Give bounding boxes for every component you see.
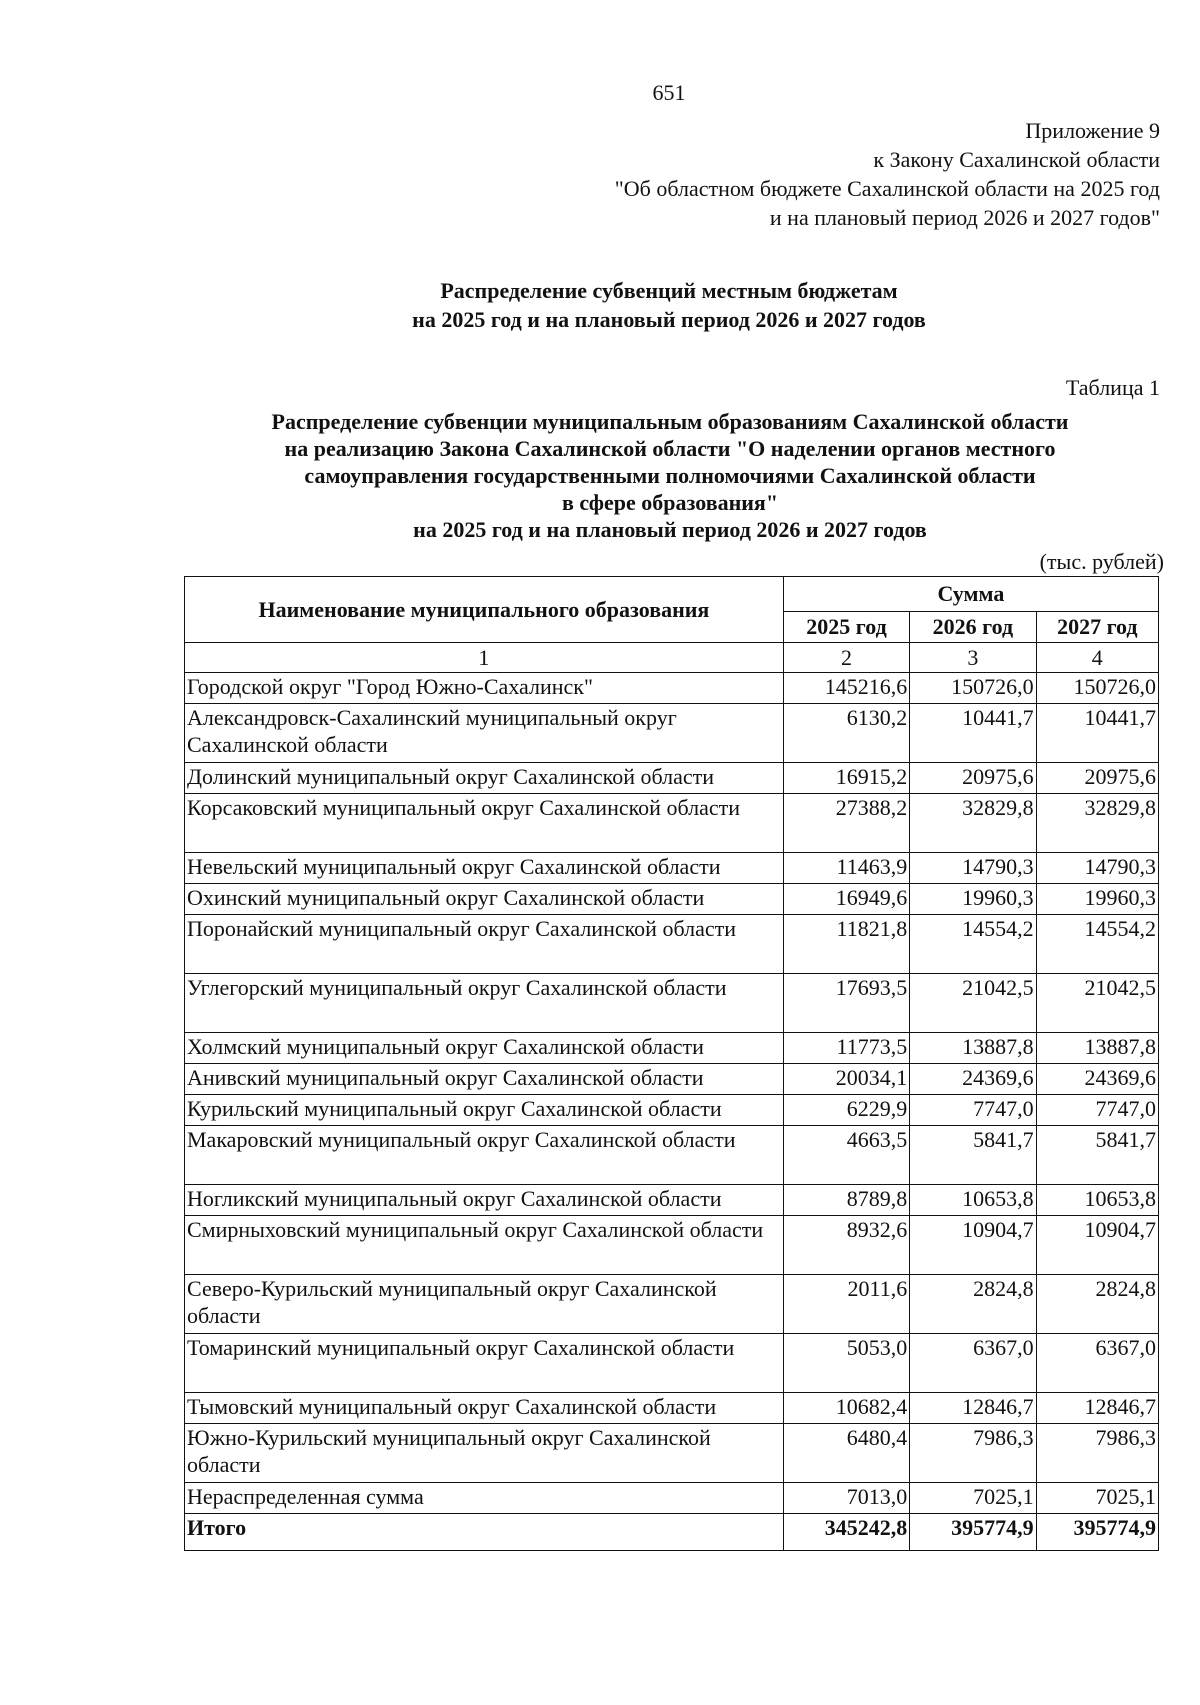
value-2025: 5053,0 [783, 1334, 909, 1393]
header-sum: Сумма [783, 577, 1158, 612]
table-row [185, 1126, 1159, 1185]
value-2027: 6367,0 [1036, 1334, 1158, 1393]
value-2026: 19960,3 [910, 884, 1036, 915]
value-2025: 20034,1 [783, 1064, 909, 1095]
municipality-name: Углегорский муниципальный округ Сахалинской области [185, 974, 784, 1033]
value-2027: 10653,8 [1036, 1185, 1158, 1216]
municipality-name: Холмский муниципальный округ Сахалинской области [185, 1033, 784, 1064]
table-row [185, 763, 1159, 794]
value-2025: 4663,5 [783, 1126, 909, 1185]
value-2027: 7986,3 [1036, 1424, 1158, 1483]
table-row [185, 1424, 1159, 1483]
table-row [185, 853, 1159, 884]
value-2026: 6367,0 [910, 1334, 1036, 1393]
header-year-2025: 2025 год [783, 612, 909, 643]
table-row [185, 1275, 1159, 1334]
table-row [185, 974, 1159, 1033]
title-line: Распределение субвенций местным бюджетам [440, 278, 898, 303]
municipality-name: Северо-Курильский муниципальный округ Сахалинской области [185, 1275, 784, 1334]
header-year-2027: 2027 год [1036, 612, 1158, 643]
value-2025: 2011,6 [783, 1275, 909, 1334]
value-2026: 7025,1 [910, 1483, 1036, 1514]
value-2026: 32829,8 [910, 794, 1036, 853]
total-2026: 395774,9 [910, 1514, 1036, 1551]
value-2027: 21042,5 [1036, 974, 1158, 1033]
table-label: Таблица 1 [1065, 375, 1160, 400]
table-title-line: самоуправления государственными полномочиями Сахалинской области [304, 463, 1036, 488]
value-2027: 2824,8 [1036, 1275, 1158, 1334]
header-municipality-name: Наименование муниципального образования [185, 577, 784, 643]
municipality-name: Нераспределенная сумма [185, 1483, 784, 1514]
title-line: на 2025 год и на плановый период 2026 и 2027 годов [412, 307, 926, 332]
table-row [185, 673, 1159, 704]
table-row [185, 1064, 1159, 1095]
subvention-table [184, 576, 1159, 1551]
value-2027: 7747,0 [1036, 1095, 1158, 1126]
value-2026: 7986,3 [910, 1424, 1036, 1483]
value-2027: 10441,7 [1036, 704, 1158, 763]
table-row [185, 1216, 1159, 1275]
table-row [185, 915, 1159, 974]
table-row [185, 1483, 1159, 1514]
municipality-name: Александровск-Сахалинский муниципальный округ Сахалинской области [185, 704, 784, 763]
value-2025: 16949,6 [783, 884, 909, 915]
value-2025: 16915,2 [783, 763, 909, 794]
municipality-name: Смирныховский муниципальный округ Сахалинской области [185, 1216, 784, 1275]
table-row [185, 1334, 1159, 1393]
header-year-2026: 2026 год [910, 612, 1036, 643]
value-2025: 17693,5 [783, 974, 909, 1033]
column-index: 3 [910, 643, 1036, 673]
value-2026: 12846,7 [910, 1393, 1036, 1424]
table-row [185, 884, 1159, 915]
value-2026: 14790,3 [910, 853, 1036, 884]
value-2027: 10904,7 [1036, 1216, 1158, 1275]
units-note: (тыс. рублей) [1039, 549, 1164, 574]
value-2026: 10653,8 [910, 1185, 1036, 1216]
value-2026: 2824,8 [910, 1275, 1036, 1334]
appendix-line: и на плановый период 2026 и 2027 годов" [769, 205, 1160, 230]
column-index: 4 [1036, 643, 1158, 673]
page-number: 651 [652, 80, 686, 105]
table-row [185, 1095, 1159, 1126]
table-row [185, 794, 1159, 853]
value-2027: 14790,3 [1036, 853, 1158, 884]
municipality-name: Городской округ "Город Южно-Сахалинск" [185, 673, 784, 704]
municipality-name: Томаринский муниципальный округ Сахалинской области [185, 1334, 784, 1393]
value-2025: 145216,6 [783, 673, 909, 704]
appendix-line: Приложение 9 [1025, 118, 1160, 143]
table-title-line: на реализацию Закона Сахалинской области "О наделении органов местного [284, 436, 1056, 461]
municipality-name: Макаровский муниципальный округ Сахалинской области [185, 1126, 784, 1185]
value-2027: 14554,2 [1036, 915, 1158, 974]
value-2027: 19960,3 [1036, 884, 1158, 915]
value-2027: 7025,1 [1036, 1483, 1158, 1514]
total-label: Итого [185, 1514, 784, 1551]
value-2026: 20975,6 [910, 763, 1036, 794]
column-index-row [185, 643, 1159, 673]
municipality-name: Курильский муниципальный округ Сахалинской области [185, 1095, 784, 1126]
value-2025: 7013,0 [783, 1483, 909, 1514]
value-2025: 8932,6 [783, 1216, 909, 1275]
total-row [185, 1514, 1159, 1551]
value-2027: 5841,7 [1036, 1126, 1158, 1185]
table-row [185, 704, 1159, 763]
value-2025: 11773,5 [783, 1033, 909, 1064]
municipality-name: Охинский муниципальный округ Сахалинской области [185, 884, 784, 915]
value-2026: 7747,0 [910, 1095, 1036, 1126]
column-index: 2 [783, 643, 909, 673]
municipality-name: Корсаковский муниципальный округ Сахалинской области [185, 794, 784, 853]
municipality-name: Поронайский муниципальный округ Сахалинской области [185, 915, 784, 974]
value-2026: 14554,2 [910, 915, 1036, 974]
value-2027: 150726,0 [1036, 673, 1158, 704]
table-row [185, 1393, 1159, 1424]
value-2025: 11463,9 [783, 853, 909, 884]
value-2025: 11821,8 [783, 915, 909, 974]
value-2025: 8789,8 [783, 1185, 909, 1216]
table-row [185, 1033, 1159, 1064]
column-index: 1 [185, 643, 784, 673]
value-2027: 20975,6 [1036, 763, 1158, 794]
value-2026: 5841,7 [910, 1126, 1036, 1185]
value-2025: 10682,4 [783, 1393, 909, 1424]
total-2025: 345242,8 [783, 1514, 909, 1551]
appendix-line: "Об областном бюджете Сахалинской области на 2025 год [614, 176, 1160, 201]
value-2026: 10441,7 [910, 704, 1036, 763]
value-2025: 6130,2 [783, 704, 909, 763]
value-2026: 21042,5 [910, 974, 1036, 1033]
municipality-name: Долинский муниципальный округ Сахалинской области [185, 763, 784, 794]
value-2027: 12846,7 [1036, 1393, 1158, 1424]
value-2026: 10904,7 [910, 1216, 1036, 1275]
municipality-name: Анивский муниципальный округ Сахалинской области [185, 1064, 784, 1095]
appendix-reference [615, 116, 1160, 232]
value-2025: 6229,9 [783, 1095, 909, 1126]
header-row [185, 577, 1159, 612]
appendix-line: к Закону Сахалинской области [873, 147, 1160, 172]
municipality-name: Тымовский муниципальный округ Сахалинской области [185, 1393, 784, 1424]
value-2026: 24369,6 [910, 1064, 1036, 1095]
table-title-line: на 2025 год и на плановый период 2026 и 2027 годов [413, 517, 927, 542]
value-2027: 24369,6 [1036, 1064, 1158, 1095]
table-title-line: Распределение субвенции муниципальным образованиям Сахалинской области [271, 409, 1069, 434]
table-title-line: в сфере образования" [561, 490, 779, 515]
municipality-name: Невельский муниципальный округ Сахалинской области [185, 853, 784, 884]
value-2026: 150726,0 [910, 673, 1036, 704]
value-2025: 27388,2 [783, 794, 909, 853]
value-2025: 6480,4 [783, 1424, 909, 1483]
table-row [185, 1185, 1159, 1216]
total-2027: 395774,9 [1036, 1514, 1158, 1551]
value-2027: 13887,8 [1036, 1033, 1158, 1064]
document-title [0, 276, 1200, 334]
municipality-name: Ногликский муниципальный округ Сахалинской области [185, 1185, 784, 1216]
table-title [0, 408, 1200, 543]
value-2026: 13887,8 [910, 1033, 1036, 1064]
value-2027: 32829,8 [1036, 794, 1158, 853]
municipality-name: Южно-Курильский муниципальный округ Сахалинской области [185, 1424, 784, 1483]
